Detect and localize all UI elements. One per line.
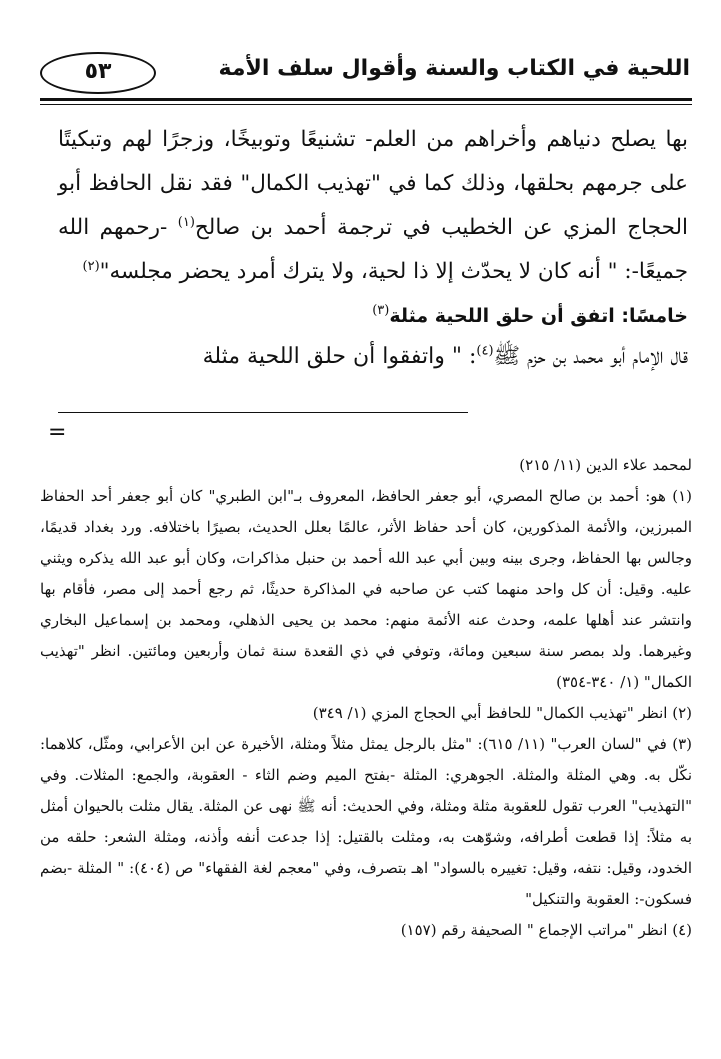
footnotes (40, 450, 692, 946)
page-header (40, 52, 690, 96)
header-rule (40, 98, 692, 101)
continuation-mark: = (48, 420, 67, 445)
page-number: ٥٣ (40, 52, 156, 94)
footnote-ref-3: (٣) (372, 302, 390, 318)
footnote-ref-1: (١) (177, 214, 195, 230)
quote-text: : " واتفقوا أن حلق اللحية مثلة (202, 344, 477, 369)
quote-line (58, 335, 688, 379)
quote-text: قال الإمام أبو محمد بن حزم ﷺ (493, 344, 688, 369)
footnote-3: (٣) في "لسان العرب" (١١/ ٦١٥): "مثل بالرجل يمثل مثلاً ومثلة، الأخيرة عن ابن الأعرابي، ومثّل، كلاهما: نكّل به. وهي المثلة والمثلة. الجوهري: المثلة -بفتح الميم وضم الثاء - العقوبة، والجمع: المثلات. وفي "التهذيب" العرب تقول للعقوبة مثلة ومثلة، وفي الحديث: أنه ﷺ نهى عن المثلة. يقال مثلت بالحيوان أمثل به مثلاً: إذا قطعت أطرافه، وشوّهت به، ومثلت بالقتيل: إذا جدعت أنفه وأذنه، ومثلة الشعر: حلقه من الخدود، وقيل: نتفه، وقيل: تغييره بالسواد" اهـ بتصرف، وفي "معجم لغة الفقهاء" ص (٤٠٤): " المثلة -بضم فسكون-: العقوبة والتنكيل" (40, 735, 692, 908)
running-title: اللحية في الكتاب والسنة وأقوال سلف الأمة (218, 56, 690, 81)
header-rule-thin (40, 104, 692, 105)
footnote-ref-2: (٢) (82, 258, 100, 274)
footnote-2: (٢) انظر "تهذيب الكمال" للحافظ أبي الحجاج المزي (١/ ٣٤٩) (312, 704, 692, 722)
footnote-separator (58, 412, 468, 413)
footnote-4: (٤) انظر "مراتب الإجماع " الصحيفة رقم (١٥٧) (400, 921, 692, 939)
main-text (58, 118, 688, 338)
footnote-carryover: لمحمد علاء الدين (١١/ ٢١٥) (519, 456, 692, 474)
footnote-ref-4: (٤) (476, 343, 494, 359)
section-heading (58, 294, 688, 338)
paragraph (58, 118, 688, 294)
paragraph-text: -رحمهم الله جميعًا-: " أنه كان لا يحدّث إلا ذا لحية، ولا يترك أمرد يحضر مجلسه" (58, 215, 688, 284)
footnote-1: (١) هو: أحمد بن صالح المصري، أبو جعفر الحافظ، المعروف بـ"ابن الطبري" كان أبو جعفر أحد الحفاظ المبرزين، والأئمة المذكورين، كان أحد حفاظ الأثر، عالمًا بعلل الحديث، بصيرًا باختلافه. ورد بغداد قديمًا، وجالس بها الحفاظ، وجرى بينه وبين أبي عبد الله أحمد بن حنبل مذاكرات، وكان أبو عبد الله يذكره ويثني عليه. وقيل: أن كل واحد منهما كتب عن صاحبه في المذاكرة حديثًا، ثم رجع أحمد إلى مصر، فأقام بها وانتشر عند أهلها علمه، وحدث عنه الأئمة منهم: محمد بن يحيى الذهلي، ومحمد بن إسماعيل البخاري وغيرهما. ولد بمصر سنة سبعين ومائة، وتوفي في ذي القعدة سنة ثمان وأربعين ومائتين. انظر "تهذيب الكمال" (١/ ٣٤٠-٣٥٤) (40, 487, 692, 691)
paragraph-text: بها يصلح دنياهم وأخراهم من العلم- تشنيعًا وتوبيخًا، وزجرًا لهم وتبكيتًا على جرمهم بحلقها، وذلك كما في "تهذيب الكمال" فقد نقل الحافظ أبو الحجاج المزي عن الخطيب في ترجمة أحمد بن صالح (58, 127, 688, 240)
heading-text: خامسًا: اتفق أن حلق اللحية مثلة (389, 305, 688, 327)
